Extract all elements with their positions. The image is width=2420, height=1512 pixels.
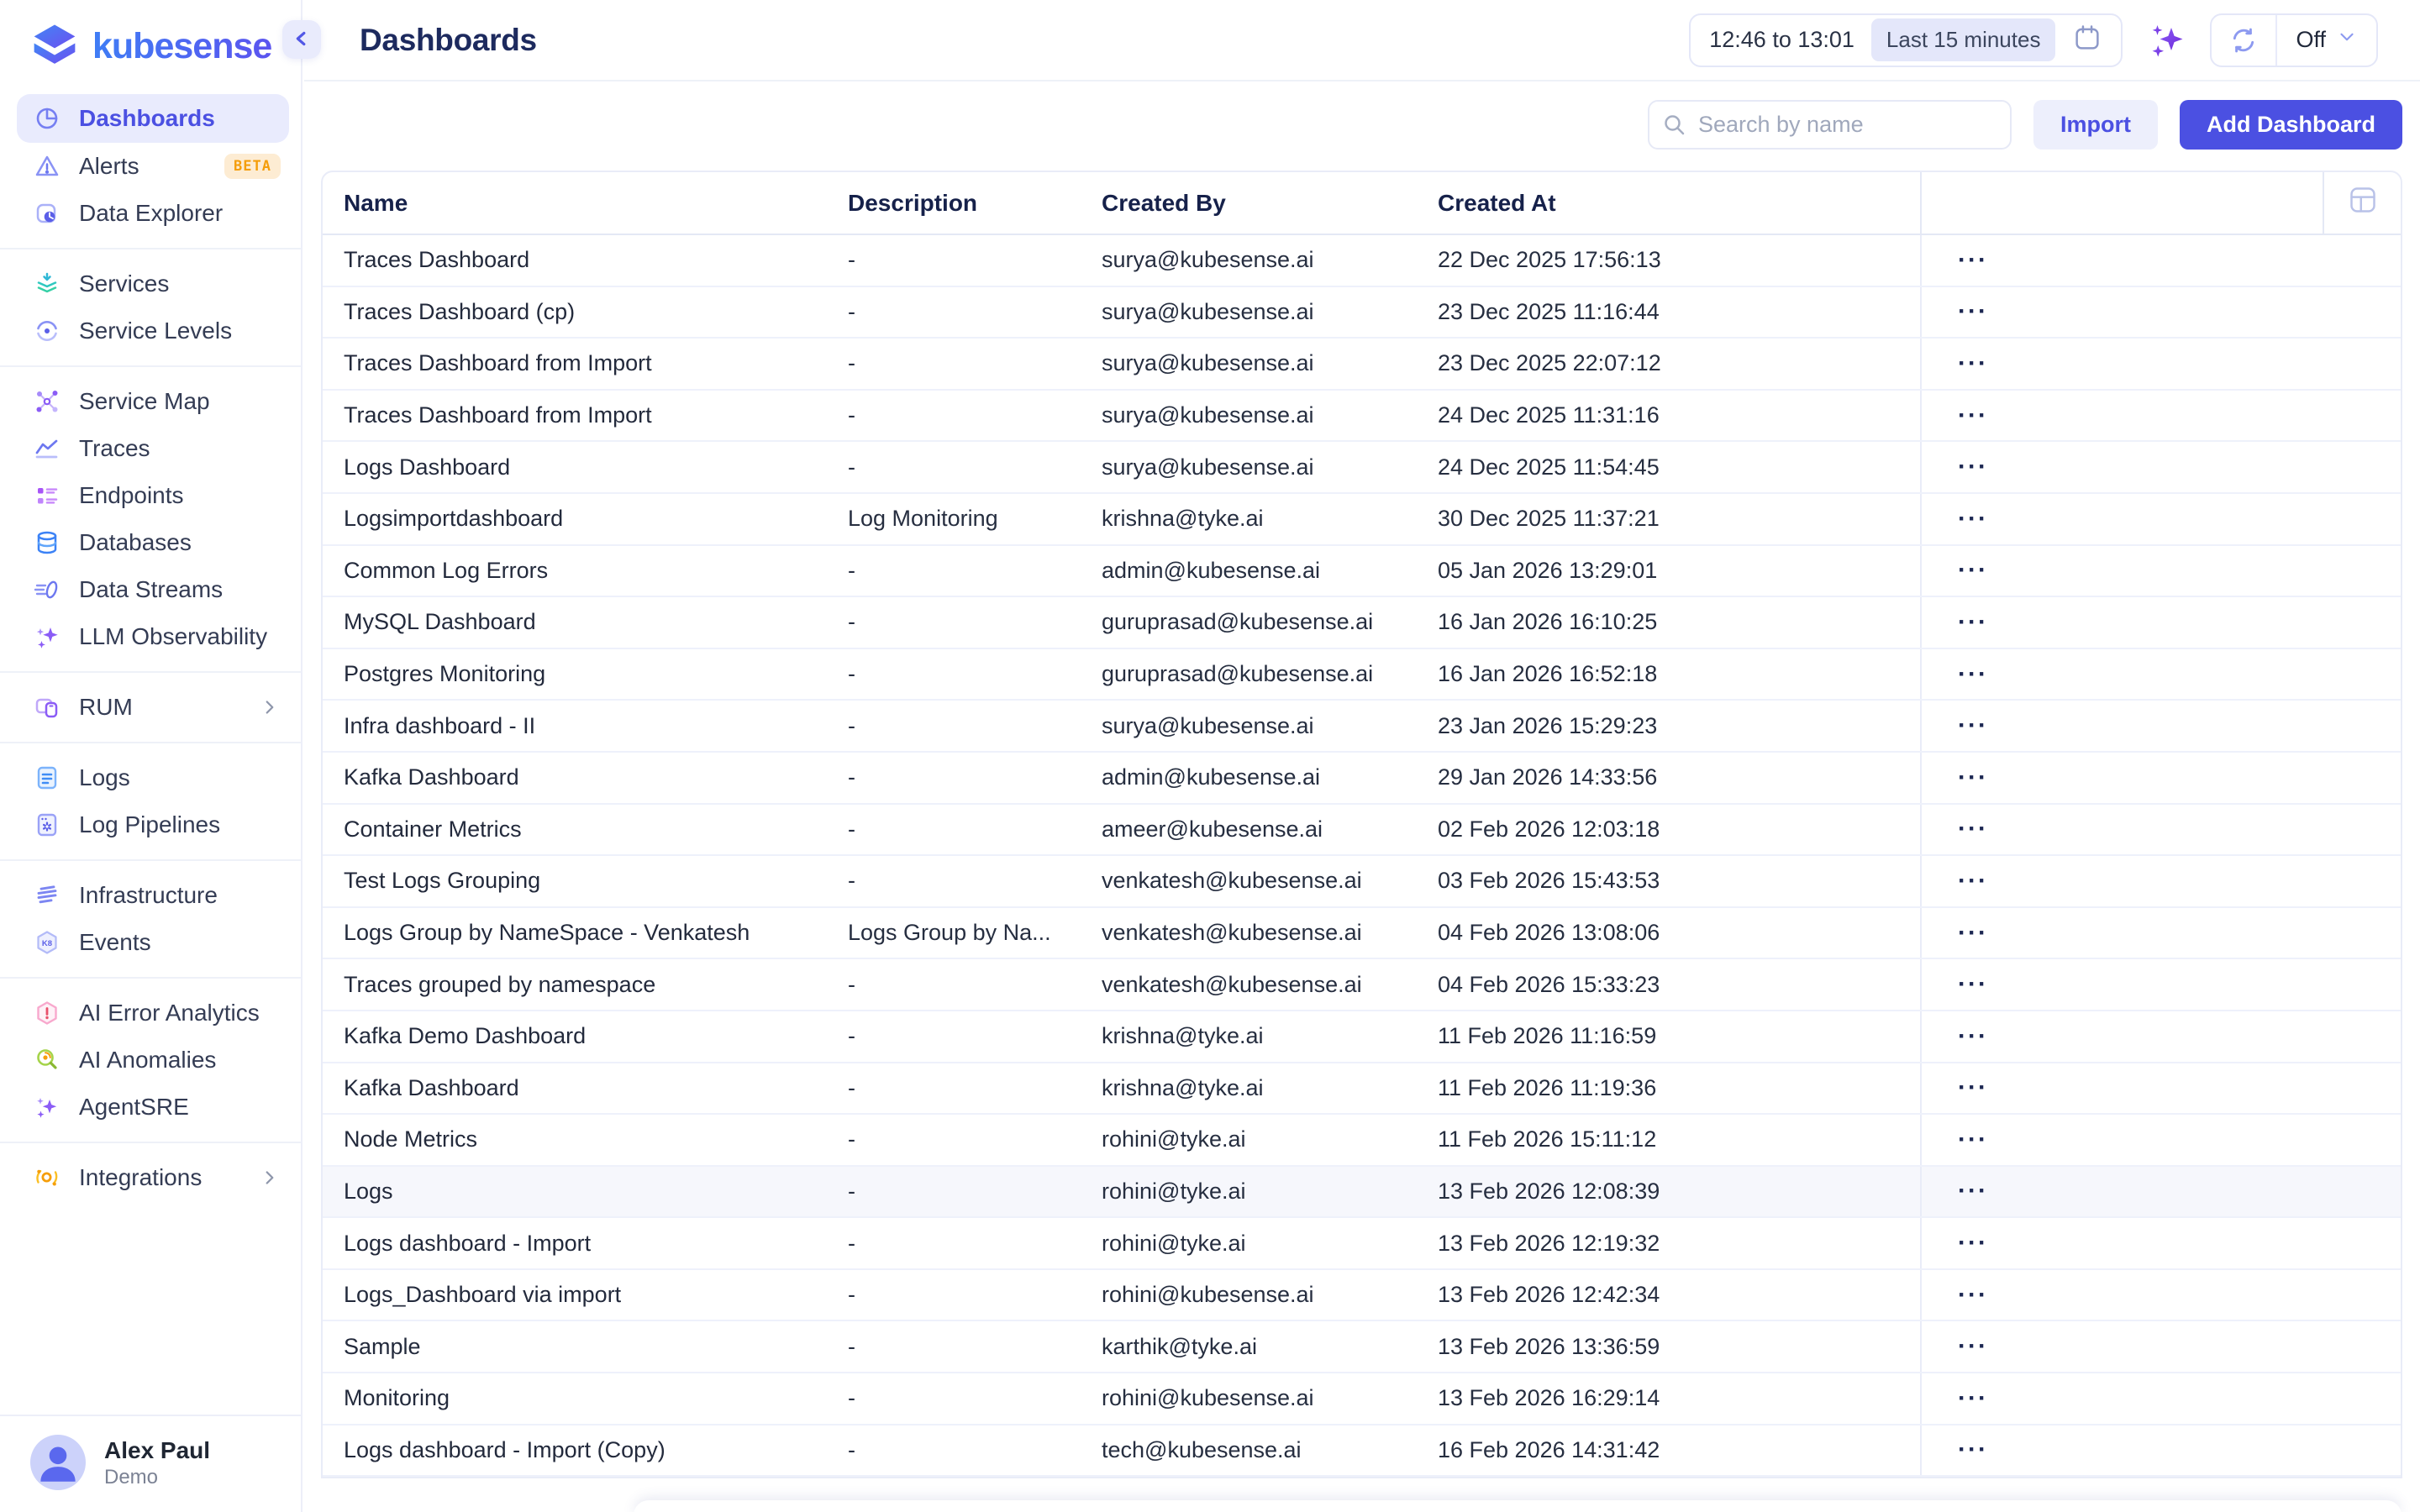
alert-triangle-icon [34, 153, 60, 180]
cell-created-by: krishna@tyke.ai [1102, 506, 1264, 532]
row-actions-button[interactable]: ··· [1954, 811, 1991, 847]
cell-description: - [848, 247, 855, 273]
auto-refresh-dropdown[interactable] [2277, 15, 2376, 66]
row-actions-button[interactable]: ··· [1954, 243, 1991, 278]
chevron-right-icon [259, 1167, 281, 1189]
cell-description: - [848, 402, 855, 428]
cell-description: - [848, 1333, 855, 1359]
cell-name: Logs Group by NameSpace - Venkatesh [344, 920, 750, 946]
cell-description: - [848, 350, 855, 376]
sidebar-item-label: AI Anomalies [79, 1047, 217, 1073]
cell-created-at: 04 Feb 2026 13:08:06 [1438, 908, 1922, 958]
sidebar-divider [0, 1142, 301, 1143]
table-row[interactable] [323, 649, 2401, 701]
cell-created-at: 13 Feb 2026 16:29:14 [1438, 1373, 1922, 1424]
cell-created-by: rohini@tyke.ai [1102, 1230, 1246, 1256]
row-actions-button[interactable]: ··· [1954, 605, 1991, 640]
table-grid-icon [2348, 185, 2378, 221]
sidebar-item-label: AI Error Analytics [79, 1000, 260, 1026]
cell-name: Kafka Dashboard [344, 764, 519, 790]
cell-description: - [848, 454, 855, 480]
sidebar-item-label: RUM [79, 694, 133, 720]
sidebar-item-label: Databases [79, 529, 192, 555]
search-icon [1661, 112, 1688, 139]
cell-created-at: 05 Jan 2026 13:29:01 [1438, 546, 1922, 596]
table-row[interactable] [323, 339, 2401, 391]
beta-badge: BETA [224, 154, 281, 179]
cell-description: - [848, 609, 855, 635]
sidebar-item-label: Alerts [79, 153, 139, 179]
cell-actions [1922, 1329, 2401, 1364]
cell-actions [1922, 294, 2401, 329]
cell-created-by: rohini@kubesense.ai [1102, 1385, 1314, 1411]
cell-description: - [848, 1178, 855, 1204]
cell-name: Traces Dashboard (cp) [344, 298, 576, 324]
cell-name: Node Metrics [344, 1126, 478, 1152]
refresh-button[interactable] [2212, 15, 2277, 66]
cell-actions [1922, 811, 2401, 847]
cell-created-by: surya@kubesense.ai [1102, 454, 1314, 480]
import-button[interactable]: Import [2033, 100, 2158, 150]
cell-created-by: admin@kubesense.ai [1102, 764, 1321, 790]
endpoints-icon [34, 482, 60, 509]
infrastructure-icon [34, 882, 60, 909]
error-hexagon-icon [34, 1000, 60, 1026]
refresh-controls [2210, 13, 2378, 67]
cell-name: Monitoring [344, 1385, 450, 1411]
table-row[interactable] [323, 546, 2401, 598]
cell-name: Logs [344, 1178, 393, 1204]
table-row[interactable] [323, 1373, 2401, 1425]
cell-created-at: 23 Jan 2026 15:29:23 [1438, 701, 1922, 751]
sidebar-item-label: Events [79, 929, 151, 955]
row-actions-button[interactable]: ··· [1954, 346, 1991, 381]
row-actions-button[interactable]: ··· [1954, 708, 1991, 743]
cell-actions [1922, 1226, 2401, 1261]
user-role: Demo [104, 1465, 159, 1488]
row-actions-button[interactable]: ··· [1954, 1329, 1991, 1364]
cell-name: Test Logs Grouping [344, 868, 541, 894]
cell-actions [1922, 346, 2401, 381]
cell-created-at: 29 Jan 2026 14:33:56 [1438, 753, 1922, 803]
brand[interactable] [0, 0, 301, 76]
avatar [30, 1435, 86, 1490]
cell-created-by: krishna@tyke.ai [1102, 1074, 1264, 1100]
traces-icon [34, 435, 60, 462]
cell-description: - [848, 1023, 855, 1049]
cell-created-by: guruprasad@kubesense.ai [1102, 661, 1374, 687]
cell-name: Traces Dashboard from Import [344, 402, 652, 428]
pagination-bar-partial [634, 1500, 2402, 1512]
cell-description: Log Monitoring [848, 506, 998, 532]
cell-created-by: admin@kubesense.ai [1102, 557, 1321, 583]
sidebar-item-label: Dashboards [79, 105, 215, 131]
sidebar-item-label: Service Map [79, 388, 210, 414]
services-icon [34, 270, 60, 297]
cell-created-at: 24 Dec 2025 11:54:45 [1438, 442, 1922, 492]
cell-name: Traces Dashboard [344, 247, 530, 273]
cell-created-at: 11 Feb 2026 11:16:59 [1438, 1011, 1922, 1062]
table-row[interactable] [323, 959, 2401, 1011]
cell-created-by: surya@kubesense.ai [1102, 298, 1314, 324]
chevron-left-icon [289, 26, 314, 54]
column-header-created-at[interactable]: Created At [1438, 172, 1922, 234]
row-actions-button[interactable]: ··· [1954, 1432, 1991, 1467]
cell-created-at: 13 Feb 2026 13:36:59 [1438, 1321, 1922, 1372]
sidebar-divider [0, 365, 301, 367]
sidebar-item-label: LLM Observability [79, 623, 268, 649]
calendar-icon[interactable] [2072, 23, 2102, 57]
sidebar-divider [0, 248, 301, 249]
table-toolbar [1648, 100, 2402, 150]
row-actions-button[interactable]: ··· [1954, 1070, 1991, 1105]
cell-name: Logs dashboard - Import (Copy) [344, 1436, 666, 1462]
cell-created-at: 24 Dec 2025 11:31:16 [1438, 391, 1922, 441]
topbar-controls [1689, 13, 2378, 67]
table-row[interactable] [323, 442, 2401, 494]
auto-refresh-value: Off [2296, 27, 2326, 52]
cell-actions [1922, 1278, 2401, 1313]
cell-description: - [848, 1282, 855, 1308]
anomaly-magnifier-icon [34, 1047, 60, 1074]
data-explorer-icon [34, 200, 60, 227]
cell-created-at: 23 Dec 2025 22:07:12 [1438, 339, 1922, 389]
sidebar-item-agentsre[interactable] [0, 1084, 301, 1131]
sidebar-item-label: Infrastructure [79, 882, 218, 908]
cell-actions [1922, 967, 2401, 1002]
service-map-icon [34, 388, 60, 415]
cell-created-at: 11 Feb 2026 15:11:12 [1438, 1115, 1922, 1165]
cell-name: Postgres Monitoring [344, 661, 546, 687]
rum-icon [34, 694, 60, 721]
table-row[interactable] [323, 391, 2401, 443]
table-row[interactable] [323, 1218, 2401, 1270]
search-box [1648, 100, 2012, 150]
page-title: Dashboards [360, 22, 537, 57]
cell-name: Sample [344, 1333, 421, 1359]
sidebar-item-label: Services [79, 270, 170, 297]
cell-description: - [848, 1385, 855, 1411]
cell-created-by: tech@kubesense.ai [1102, 1436, 1302, 1462]
sidebar-item-label: Data Streams [79, 576, 224, 602]
sidebar-item-log-pipelines[interactable] [0, 801, 301, 848]
sidebar-item-label: AgentSRE [79, 1094, 189, 1120]
log-pipelines-icon [34, 811, 60, 838]
cell-created-by: rohini@tyke.ai [1102, 1126, 1246, 1152]
cell-created-at: 04 Feb 2026 15:33:23 [1438, 959, 1922, 1010]
cell-name: MySQL Dashboard [344, 609, 536, 635]
row-actions-button[interactable]: ··· [1954, 1019, 1991, 1054]
cell-actions [1922, 1173, 2401, 1209]
sidebar-item-ai-anomalies[interactable] [0, 1037, 301, 1084]
cell-name: Logs dashboard - Import [344, 1230, 592, 1256]
cell-created-by: surya@kubesense.ai [1102, 350, 1314, 376]
sparkles-icon [34, 1094, 60, 1121]
time-range-text: 12:46 to 13:01 [1709, 27, 1854, 52]
sidebar-item-databases[interactable] [0, 519, 301, 566]
row-actions-button[interactable]: ··· [1954, 1173, 1991, 1209]
sidebar-item-events[interactable] [0, 919, 301, 966]
data-streams-icon [34, 576, 60, 603]
cell-description: - [848, 557, 855, 583]
cell-created-by: rohini@tyke.ai [1102, 1178, 1246, 1204]
table-row[interactable] [323, 1321, 2401, 1373]
sidebar-item-label: Traces [79, 435, 150, 461]
cell-description: - [848, 661, 855, 687]
user-profile[interactable] [0, 1415, 301, 1512]
table-row[interactable] [323, 1115, 2401, 1167]
sidebar-item-rum[interactable] [0, 684, 301, 731]
sidebar [0, 0, 302, 1512]
cell-description: - [848, 1126, 855, 1152]
table-row[interactable] [323, 856, 2401, 908]
row-actions-button[interactable]: ··· [1954, 553, 1991, 588]
cell-actions [1922, 708, 2401, 743]
sidebar-item-infrastructure[interactable] [0, 872, 301, 919]
cell-created-by: karthik@tyke.ai [1102, 1333, 1257, 1359]
cell-created-by: surya@kubesense.ai [1102, 402, 1314, 428]
row-actions-button[interactable]: ··· [1954, 760, 1991, 795]
cell-created-at: 16 Jan 2026 16:52:18 [1438, 649, 1922, 700]
sidebar-item-label: Endpoints [79, 482, 184, 508]
column-header-description[interactable]: Description [848, 189, 978, 216]
cell-actions [1922, 657, 2401, 692]
cell-created-at: 13 Feb 2026 12:08:39 [1438, 1167, 1922, 1217]
table-row[interactable] [323, 1063, 2401, 1116]
cell-created-by: venkatesh@kubesense.ai [1102, 868, 1362, 894]
sidebar-item-integrations[interactable] [0, 1154, 301, 1201]
cell-name: Traces Dashboard from Import [344, 350, 652, 376]
row-actions-button[interactable]: ··· [1954, 1122, 1991, 1158]
cell-actions [1922, 553, 2401, 588]
sidebar-divider [0, 671, 301, 673]
cell-created-by: rohini@kubesense.ai [1102, 1282, 1314, 1308]
sidebar-item-endpoints[interactable] [0, 472, 301, 519]
row-actions-button[interactable]: ··· [1954, 1381, 1991, 1416]
integrations-icon [34, 1164, 60, 1191]
cell-created-at: 22 Dec 2025 17:56:13 [1438, 235, 1922, 286]
kubesense-logo-icon [30, 22, 79, 71]
chevron-right-icon [259, 696, 281, 718]
cell-created-by: krishna@tyke.ai [1102, 1023, 1264, 1049]
k8-events-icon [34, 929, 60, 956]
cell-description: - [848, 1436, 855, 1462]
table-row[interactable] [323, 287, 2401, 339]
table-row[interactable] [323, 494, 2401, 546]
sidebar-divider [0, 859, 301, 861]
cell-description: - [848, 764, 855, 790]
sidebar-item-service-levels[interactable] [0, 307, 301, 354]
row-actions-button[interactable]: ··· [1954, 398, 1991, 433]
sidebar-item-label: Integrations [79, 1164, 203, 1190]
table-row[interactable] [323, 701, 2401, 753]
table-body [323, 235, 2401, 1477]
cell-name: Kafka Dashboard [344, 1074, 519, 1100]
sidebar-item-services[interactable] [0, 260, 301, 307]
row-actions-button[interactable]: ··· [1954, 657, 1991, 692]
sidebar-item-ai-error-analytics[interactable] [0, 990, 301, 1037]
cell-description: - [848, 971, 855, 997]
cell-actions [1922, 916, 2401, 951]
cell-actions [1922, 864, 2401, 899]
table-header [323, 172, 2401, 235]
cell-actions [1922, 1019, 2401, 1054]
sidebar-divider [0, 977, 301, 979]
cell-created-at: 03 Feb 2026 15:43:53 [1438, 856, 1922, 906]
sidebar-item-data-explorer[interactable] [0, 190, 301, 237]
column-settings-button[interactable] [2323, 172, 2401, 234]
cell-name: Container Metrics [344, 816, 522, 842]
search-input[interactable] [1648, 100, 2012, 150]
cell-name: Logs_Dashboard via import [344, 1282, 622, 1308]
cell-actions [1922, 605, 2401, 640]
cell-created-at: 13 Feb 2026 12:19:32 [1438, 1218, 1922, 1268]
table-row[interactable] [323, 597, 2401, 649]
cell-created-at: 13 Feb 2026 12:42:34 [1438, 1270, 1922, 1320]
row-actions-button[interactable]: ··· [1954, 864, 1991, 899]
cell-actions [1922, 1432, 2401, 1467]
sidebar-item-dashboards[interactable] [17, 94, 289, 143]
table-row[interactable] [323, 235, 2401, 287]
table-row[interactable] [323, 805, 2401, 857]
column-header-name[interactable]: Name [344, 189, 408, 216]
row-actions-button[interactable]: ··· [1954, 967, 1991, 1002]
cell-created-by: venkatesh@kubesense.ai [1102, 971, 1362, 997]
sidebar-item-label: Data Explorer [79, 200, 224, 226]
cell-name: Logs Dashboard [344, 454, 511, 480]
table-row[interactable] [323, 1270, 2401, 1322]
cell-created-by: surya@kubesense.ai [1102, 712, 1314, 738]
sidebar-item-llm-observability[interactable] [0, 613, 301, 660]
row-actions-button[interactable]: ··· [1954, 294, 1991, 329]
table-row[interactable] [323, 1425, 2401, 1478]
cell-description: - [848, 712, 855, 738]
logs-icon [34, 764, 60, 791]
time-preset-badge: Last 15 minutes [1871, 18, 2056, 61]
sidebar-item-alerts[interactable] [0, 143, 301, 190]
cell-actions [1922, 398, 2401, 433]
main-content [304, 0, 2420, 1512]
column-header-created-by[interactable]: Created By [1102, 189, 1226, 216]
sidebar-item-label: Log Pipelines [79, 811, 221, 837]
row-actions-button[interactable]: ··· [1954, 1226, 1991, 1261]
ai-sparkles-icon[interactable] [2146, 20, 2186, 60]
cell-created-at: 02 Feb 2026 12:03:18 [1438, 805, 1922, 855]
cell-created-at: 16 Feb 2026 14:31:42 [1438, 1425, 1922, 1476]
cell-created-by: surya@kubesense.ai [1102, 247, 1314, 273]
cell-actions [1922, 501, 2401, 537]
row-actions-button[interactable]: ··· [1954, 1278, 1991, 1313]
add-dashboard-button[interactable]: Add Dashboard [2180, 100, 2402, 150]
sparkles-icon [34, 623, 60, 650]
sidebar-item-data-streams[interactable] [0, 566, 301, 613]
sidebar-item-label: Logs [79, 764, 130, 790]
sidebar-item-label: Service Levels [79, 318, 233, 344]
cell-created-at: 16 Jan 2026 16:10:25 [1438, 597, 1922, 648]
cell-created-by: ameer@kubesense.ai [1102, 816, 1323, 842]
row-actions-button[interactable]: ··· [1954, 501, 1991, 537]
cell-created-by: venkatesh@kubesense.ai [1102, 920, 1362, 946]
cell-actions [1922, 449, 2401, 485]
svg-text:K8: K8 [41, 939, 53, 948]
table-row[interactable] [323, 908, 2401, 960]
sidebar-nav [0, 76, 301, 1415]
cell-name: Infra dashboard - II [344, 712, 536, 738]
time-range-picker[interactable] [1689, 13, 2123, 67]
cell-actions [1922, 1381, 2401, 1416]
sidebar-collapse-button[interactable] [282, 20, 321, 59]
cell-description: - [848, 298, 855, 324]
cell-actions [1922, 243, 2401, 278]
cell-created-at: 23 Dec 2025 11:16:44 [1438, 287, 1922, 338]
databases-icon [34, 529, 60, 556]
cell-description: - [848, 868, 855, 894]
brand-name: kubesense [92, 25, 272, 66]
dashboards-table [321, 171, 2402, 1478]
cell-description: - [848, 816, 855, 842]
pie-chart-icon [34, 105, 60, 132]
cell-created-at: 11 Feb 2026 11:19:36 [1438, 1063, 1922, 1114]
topbar [304, 0, 2420, 81]
table-row[interactable] [323, 1011, 2401, 1063]
sidebar-divider [0, 742, 301, 743]
cell-name: Traces grouped by namespace [344, 971, 656, 997]
cell-description: Logs Group by Na... [848, 920, 1051, 946]
cell-actions [1922, 1070, 2401, 1105]
cell-description: - [848, 1230, 855, 1256]
cell-created-by: guruprasad@kubesense.ai [1102, 609, 1374, 635]
user-name: Alex Paul [104, 1436, 211, 1463]
table-row[interactable] [323, 753, 2401, 805]
chevron-down-icon [2336, 26, 2358, 54]
service-levels-icon [34, 318, 60, 344]
cell-name: Common Log Errors [344, 557, 549, 583]
cell-actions [1922, 1122, 2401, 1158]
cell-created-at: 30 Dec 2025 11:37:21 [1438, 494, 1922, 544]
sidebar-item-service-map[interactable] [0, 378, 301, 425]
sidebar-item-traces[interactable] [0, 425, 301, 472]
cell-name: Kafka Demo Dashboard [344, 1023, 587, 1049]
cell-actions [1922, 760, 2401, 795]
cell-name: Logsimportdashboard [344, 506, 564, 532]
row-actions-button[interactable]: ··· [1954, 449, 1991, 485]
cell-description: - [848, 1074, 855, 1100]
sidebar-item-logs[interactable] [0, 754, 301, 801]
row-actions-button[interactable]: ··· [1954, 916, 1991, 951]
table-row[interactable] [323, 1167, 2401, 1219]
